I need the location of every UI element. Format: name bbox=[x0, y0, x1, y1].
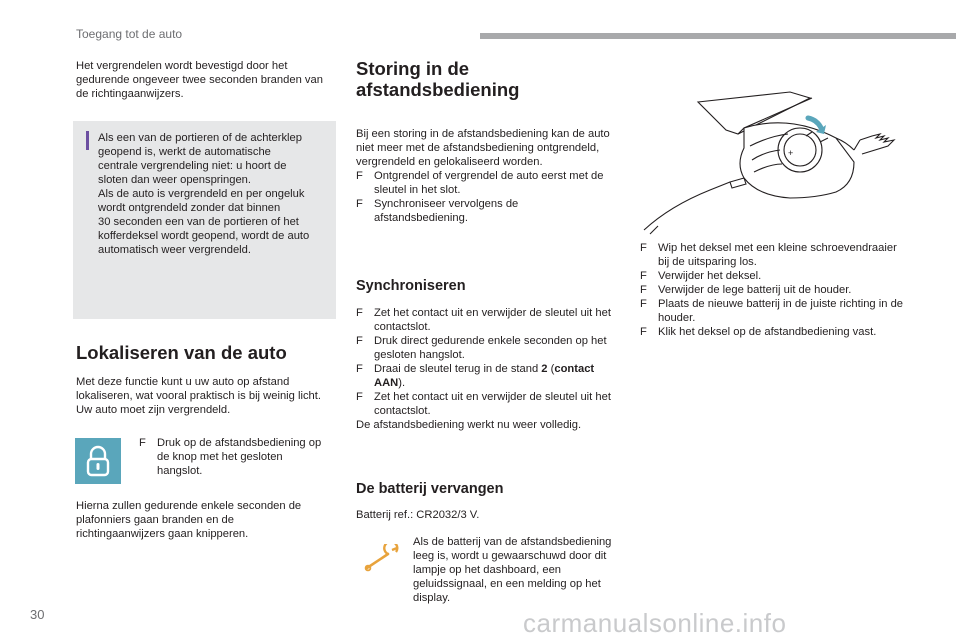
storing-paragraph: Bij een storing in de afstandsbediening kan de auto niet meer met de afstandsbediening ontgrendeld, vergrendeld en gelokaliseerd worden. F Ontgrendel of vergrendel de auto eerst met de sleutel in het slot. F Synchroniseer vervolgens de afstandsbediening. bbox=[356, 127, 614, 225]
key-battery-illustration bbox=[640, 90, 900, 240]
header-bar bbox=[480, 33, 956, 39]
locate-heading: Lokaliseren van de auto bbox=[76, 342, 287, 363]
list-item: F Verwijder het deksel. bbox=[640, 270, 762, 282]
list-item: F Ontgrendel of vergrendel de auto eerst met de sleutel in het slot. bbox=[356, 170, 604, 196]
list-item: F Klik het deksel op de afstandbediening vast. bbox=[640, 326, 877, 338]
page-number: 30 bbox=[30, 607, 45, 622]
sync-result: De afstandsbediening werkt nu weer volledig. bbox=[356, 419, 582, 431]
watermark: carmanualsonline.info bbox=[523, 608, 787, 638]
list-item: F Plaats de nieuwe batterij in de juiste richting in de houder. bbox=[640, 298, 904, 324]
list-item: F Druk direct gedurende enkele seconden op het gesloten hangslot. bbox=[356, 335, 607, 361]
after-paragraph: Hierna zullen gedurende enkele seconden de plafonniers gaan branden en de richtingaanwijzers gaan knipperen. bbox=[76, 500, 302, 540]
section-title: Toegang tot de auto bbox=[76, 27, 183, 41]
press-instruction: F Druk op de afstandsbediening op de knop met het gesloten hangslot. bbox=[139, 437, 322, 477]
storing-heading: Storing in de afstandsbediening bbox=[356, 58, 520, 100]
list-item: F Wip het deksel met een kleine schroevendraaier bij de uitsparing los. bbox=[640, 242, 897, 268]
battery-heading: De batterij vervangen bbox=[356, 481, 504, 497]
wrench-warning-icon bbox=[364, 544, 404, 574]
list-item: F Draai de sleutel terug in de stand 2 (contact AAN). bbox=[356, 363, 595, 389]
intro-paragraph: Het vergrendelen wordt bevestigd door het gedurende ongeveer twee seconden branden van de richtingaanwijzers. bbox=[76, 60, 323, 100]
battery-warning-text: Als de batterij van de afstandsbediening leeg is, wordt u gewaarschuwd door dit lampje op het dashboard, een geluidssignaal, en een melding op het display. bbox=[413, 536, 612, 604]
battery-reference: Batterij ref.: CR2032/3 V. bbox=[356, 509, 480, 521]
sync-steps bbox=[356, 306, 624, 432]
list-item: F Verwijder de lege batterij uit de houder. bbox=[640, 284, 852, 296]
replace-steps bbox=[640, 241, 910, 339]
list-item: F Zet het contact uit en verwijder de sleutel uit het contactslot. bbox=[356, 307, 611, 333]
padlock-icon bbox=[75, 438, 121, 484]
list-item: F Synchroniseer vervolgens de afstandsbediening. bbox=[356, 198, 519, 224]
list-item: F Zet het contact uit en verwijder de sleutel uit het contactslot. bbox=[356, 391, 611, 417]
note-text: Als een van de portieren of de achterklep geopend is, werkt de automatische centrale vergrendeling niet: u hoort de sloten dan weer openspringen. Als de auto is vergrendeld en per ongeluk wordt ontgrendeld zonder dat binnen 30 seconden een van de portieren of het kofferdeksel wordt geopend, wordt de auto automatisch weer vergrendeld. bbox=[98, 132, 310, 256]
sync-heading: Synchroniseren bbox=[356, 278, 466, 294]
locate-paragraph: Met deze functie kunt u uw auto op afstand lokaliseren, wat vooral praktisch is bij weinig licht. Uw auto moet zijn vergrendeld. bbox=[76, 376, 321, 416]
info-marker-icon bbox=[86, 131, 89, 150]
svg-text:+: + bbox=[788, 148, 794, 158]
